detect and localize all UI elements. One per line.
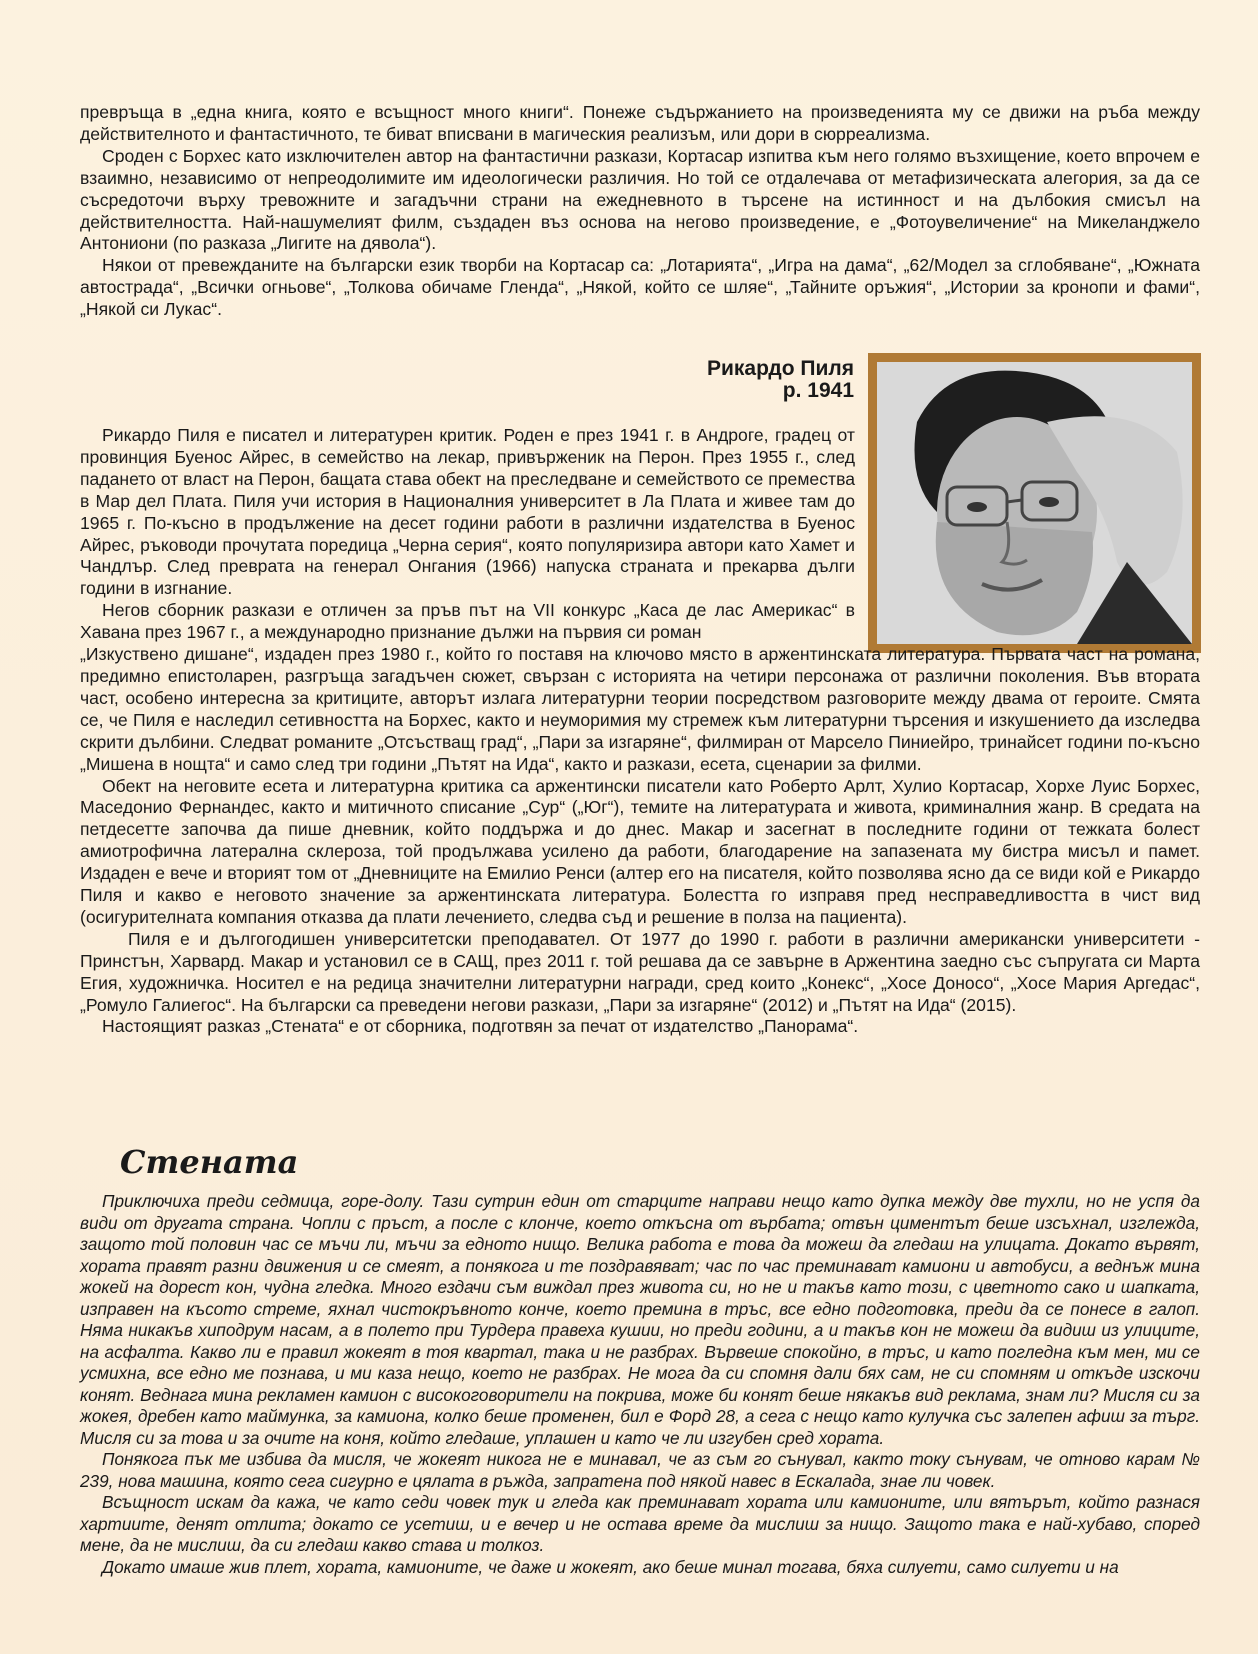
bio-paragraph-4: Пиля е и дългогодишен университетски преподавател. От 1977 до 1990 г. работи в различни американски университети - Принстън, Харвард. Макар и установил се в САЩ, през 2011 г. той решава да се завърне в Аржентина заедно със съпругата си Марта Егия, художничка. Носител е на редица значителни литературни награди, сред които „Конекс“, „Хосе Доносо“, „Хосе Мария Аргедас“, „Ромуло Галиегос“. На български са преведени негови разкази, „Пари за изгаряне“ (2012) и „Пътят на Ида“ (2015). [80,928,1200,1015]
story-title: Стената [120,1143,299,1181]
bio-paragraph-1: Рикардо Пиля е писател и литературен критик. Роден е през 1941 г. в Андроге, градец от провинция Буенос Айрес, в семейство на лекар, привърженик на Перон. През 1955 г., след падането от власт на Перон, бащата става обект на преследване и семейството се премества в Мар дел Плата. Пиля учи история в Националния университет в Ла Плата и живее там до 1965 г. По-късно в продължение на десет години работи в различни издателства в Буенос Айрес, ръководи прочутата поредица „Черна серия“, която популяризира автори като Хамет и Чандлър. След преврата на генерал Онгания (1966) напуска страната и прекарва дълги години в изгнание. [80,425,855,599]
story-paragraph-2: Понякога пък ме избива да мисля, че жокеят никога не е минавал, че аз съм го сънувал, както току сънувам, че отново карам № 239, нова машина, която сега сигурно е цялата в ръжда, запратена под някой навес в Ескалада, знае ли човек. [80,1449,1200,1491]
author-heading [707,358,854,402]
intro-paragraph-2: Сроден с Борхес като изключителен автор на фантастични разкази, Кортасар изпитва към него голямо възхищение, което впрочем е взаимно, независимо от непреодолимите им идеологически различия. Но той се отдалечава от метафизическата алегория, за да се съсредоточи върху тревожните и загадъчни страни на ежедневното в търсене на истинност и на дълбокия смисъл на действителността. Най-нашумелият филм, създаден въз основа на негово произведение, е „Фотоувеличение“ на Микеланджело Антониони (по разказа „Лигите на дявола“). [80,145,1200,254]
intro-paragraph-1: превръща в „една книга, която е всъщност много книги“. Понеже съдържанието на произведенията му се движи на ръба между действителното и фантастичното, те биват вписвани в магическия реализъм, или дори в сюрреализма. [80,102,1200,144]
bio-paragraph-3: Обект на неговите есета и литературна критика са аржентински писатели като Роберто Арлт, Хулио Кортасар, Хорхе Луис Борхес, Маседонио Фернандес, както и митичното списание „Сур“ („Юг“), темите на литературата и живота, криминалния жанр. В средата на петдесетте започва да пише дневник, който поддържа и до днес. Макар и засегнат в последните години от тежката болест амиотрофична латерална склероза, той продължава усилено да работи, благодарение на запазената му бистра мисъл и памет. Издаден е вече и вторият том от „Дневниците на Емилио Ренси (алтер его на писателя, който позволява ясно да се види кой е Рикардо Пиля и какво е неговото значение за аржентинската литература. Болестта го изправя пред несправедливостта в чист вид (осигурителната компания отказва да плати лечението, следва съд и решение в полза на пациента). [80,775,1200,927]
story-paragraph-1: Приключиха преди седмица, горе-долу. Тази сутрин един от старците направи нещо като дупка между две тухли, но не успя да види от другата страна. Чопли с пръст, а после с клонче, което откъсна от върбата; отвън циментът беше изсъхнал, изглежда, защото той половин час се мъчи ли, мъчи за едното нищо. Велика работа е това да можеш да гледаш на улицата. Докато вървят, хората правят разни движения и се смеят, а понякога и те поздравяват; час по час преминават камиони и автобуси, а веднъж мина жокей на дорест кон, чудна гледка. Много ездачи съм виждал през живота си, но не и такъв като този, с цветното сако и шапката, изправен на късото стреме, яхнал чистокръвното конче, което премина в тръс, все едно подготовка, преди да се понесе в галоп. Няма никакъв хиподрум насам, а в полето при Турдера правеха кушии, но преди години, а и такъв кон не можеш да видиш из улиците, на асфалта. Какво ли е правил жокеят в тоя квартал, така и не разбрах. Вървеше спокойно, в тръс, и като погледна към мен, ми се усмихна, все едно ме познава, и ми каза нещо, което не разбрах. Не мога да си спомня дали бях сам, не си спомням и откъде изскочи конят. Веднага мина рекламен камион с високоговорители на покрива, може би конят беше някакъв вид реклама, знам ли? Мисля си за жокея, дребен като маймунка, за камиона, колко беше променен, бил е Форд 28, а сега с нещо като кулучка със залепен афиш за търг. Мисля си за това и за очите на коня, който гледаше, уплашен и като че ли изгубен сред хората. [80,1191,1200,1448]
bio-narrow-column [80,425,855,644]
bio-paragraph-2-end: „Изкуствено дишане“, издаден през 1980 г., който го поставя на ключово място в аржентинската литература. Първата част на романа, предимно епистоларен, разгръща загадъчен сюжет, свързан с историята на четири персонажа от различни поколения. Във втората част, особено интересна за критиците, авторът излага литературни теории посредством разговорите между двама от героите. Смята се, че Пиля е наследил сетивността на Борхес, както и неуморимия му стремеж към литературни търсения и изкушението да изследва скрити дълбини. Следват романите „Отсъстващ град“, „Пари за изгаряне“, филмиран от Марсело Пиниейро, тринайсет години по-късно „Мишена в нощта“ и само след три години „Пътят на Ида“, както и разкази, есета, сценарии за филми. [80,644,1200,774]
bio-section [80,425,1200,1038]
story-section [80,1191,1200,1578]
intro-section [80,102,1200,321]
story-paragraph-3: Всъщност искам да кажа, че като седи човек тук и гледа как преминават хората или камионите, или вятърът, който разнася хартиите, денят отлита; докато се усетиш, и е вечер и не остава време да мислиш за нищо. Защото така е най-хубаво, според мене, да не мислиш, да си гледаш какво става и толкоз. [80,1492,1200,1555]
bio-paragraph-5: Настоящият разказ „Стената“ е от сборника, подготвян за печат от издателство „Панорама“. [102,1016,859,1037]
bio-paragraph-2-start: Негов сборник разкази е отличен за пръв път на VII конкурс „Каса де лас Америкас“ в Хавана през 1967 г., а международно признание дължи на първия си роман [80,600,855,643]
story-paragraph-4: Докато имаше жив плет, хората, камионите, че даже и жокеят, ако беше минал тогава, бяха силуети, само силуети и на [102,1556,1119,1577]
author-name: Рикардо Пиля [707,357,854,380]
author-birth-year: р. 1941 [782,379,854,402]
intro-paragraph-3: Някои от превежданите на български език творби на Кортасар са: „Лотарията“, „Игра на дама“, „62/Модел за сглобяване“, „Южната автострада“, „Всички огньове“, „Толкова обичаме Гленда“, „Някой, който се шляе“, „Тайните оръжия“, „Истории за кронопи и фами“, „Някой си Лукас“. [80,255,1200,320]
